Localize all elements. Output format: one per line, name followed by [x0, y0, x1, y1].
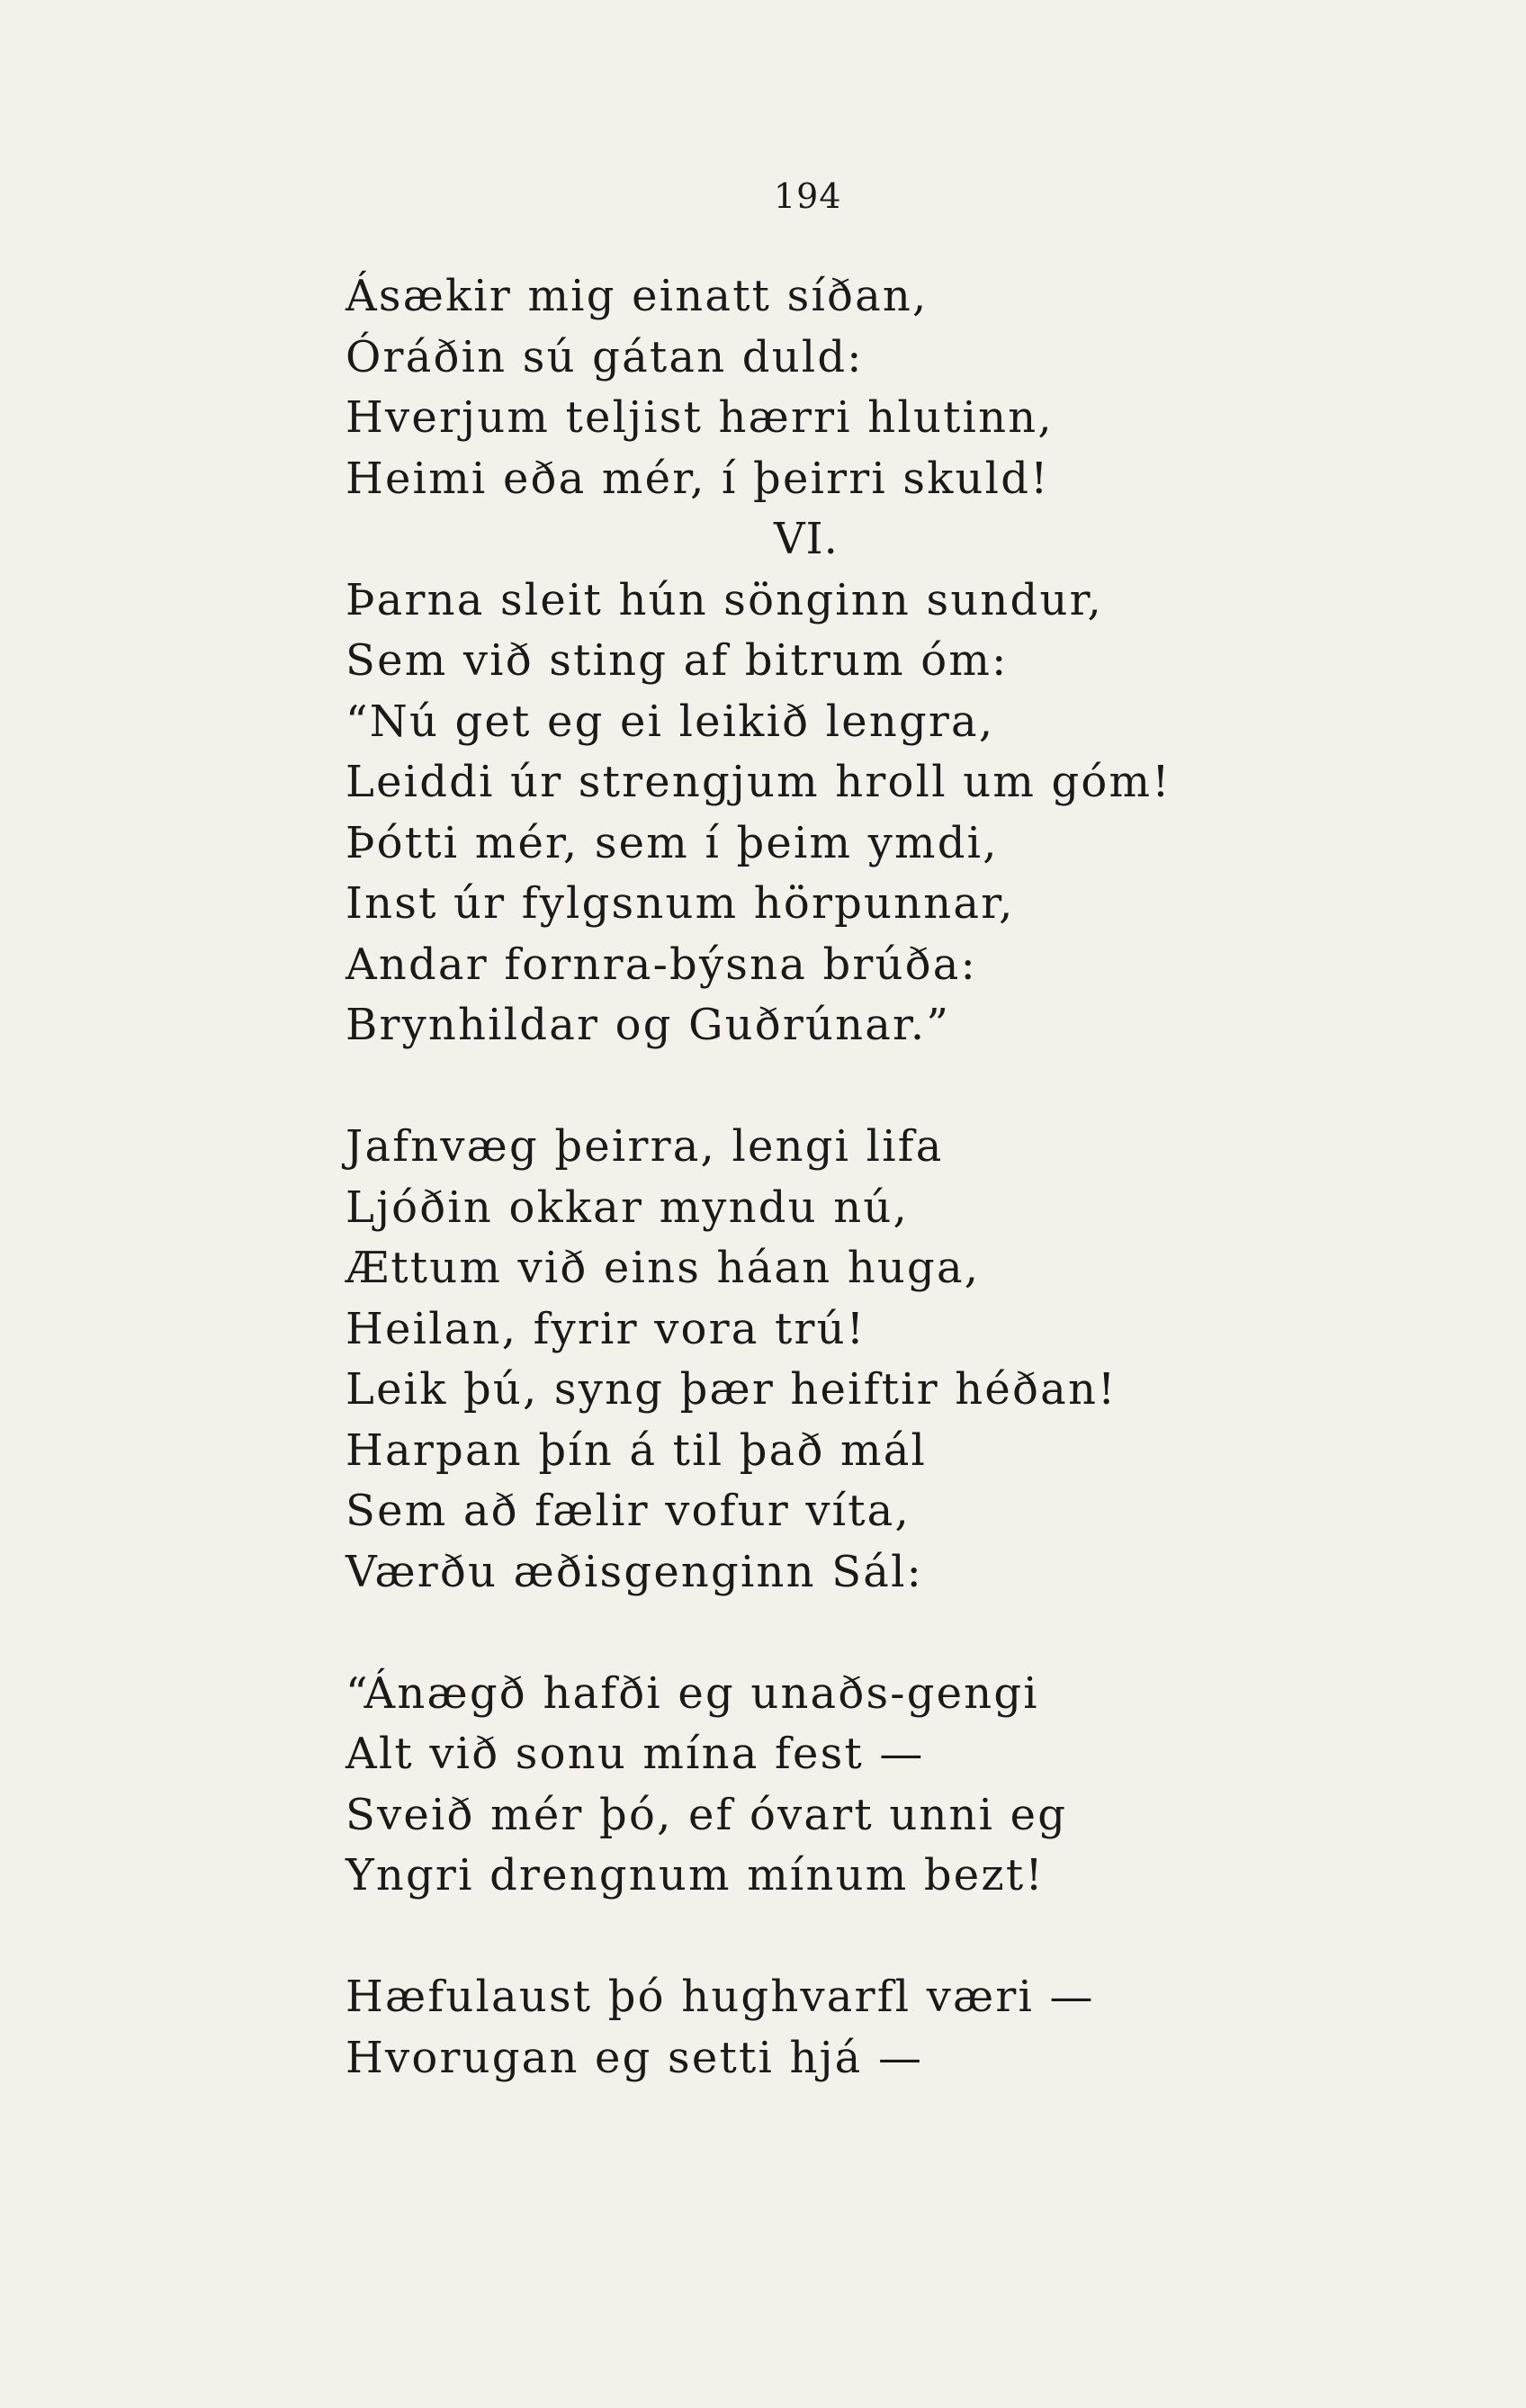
verse-line: Ásækir mig einatt síðan,	[346, 271, 929, 321]
verse-line: Jafnvæg þeirra, lengi lifa	[346, 1121, 944, 1172]
verse-line: Sem við sting af bitrum óm:	[346, 635, 1009, 686]
verse-line: Óráðin sú gátan duld:	[346, 331, 864, 382]
verse-line: Hverjum teljist hærri hlutinn,	[346, 392, 1054, 443]
verse-line: Sem að fælir vofur víta,	[346, 1486, 911, 1536]
stanza-2	[346, 571, 1171, 1056]
verse-line: Þótti mér, sem í þeim ymdi,	[346, 817, 999, 868]
verse-line: Heimi eða mér, í þeirri skuld!	[346, 453, 1050, 504]
verse-line: Leiddi úr strengjum hroll um góm!	[346, 757, 1171, 807]
verse-line: “Ánægð hafði eg unaðs-gengi	[346, 1667, 1039, 1719]
page-number: 194	[774, 176, 842, 216]
verse-line: Brynhildar og Guðrúnar.”	[346, 1000, 951, 1050]
verse-line: Ættum við eins háan huga,	[346, 1243, 981, 1293]
verse-line: Sveið mér þó, ef óvart unni eg	[346, 1789, 1068, 1840]
verse-line: Harpan þín á til það mál	[346, 1424, 928, 1476]
verse-line: Hvorugan eg setti hjá —	[346, 2032, 924, 2083]
verse-line: Ljóðin okkar myndu nú,	[346, 1182, 909, 1233]
poem-text	[346, 266, 1171, 2089]
stanza-3	[346, 1117, 1171, 1603]
stanza-5	[346, 1967, 1171, 2089]
verse-line: Þarna sleit hún sönginn sundur,	[346, 574, 1103, 625]
verse-line: Alt við sonu mína fest —	[346, 1729, 925, 1779]
verse-line: Leik þú, syng þær heiftir héðan!	[346, 1364, 1118, 1415]
verse-line: Værðu æðisgenginn Sál:	[346, 1546, 924, 1597]
verse-line: Inst úr fylgsnum hörpunnar,	[346, 878, 1015, 929]
verse-line: “Nú get eg ei leikið lengra,	[346, 696, 995, 747]
verse-line: Yngri drengnum mínum bezt!	[346, 1850, 1045, 1900]
section-heading: VI.	[774, 514, 839, 564]
stanza-4	[346, 1664, 1171, 1907]
stanza-1	[346, 266, 1171, 509]
verse-line: Hæfulaust þó hughvarfl væri —	[346, 1972, 1095, 2022]
verse-line: Heilan, fyrir vora trú!	[346, 1303, 866, 1354]
verse-line: Andar fornra-býsna brúða:	[346, 939, 977, 990]
